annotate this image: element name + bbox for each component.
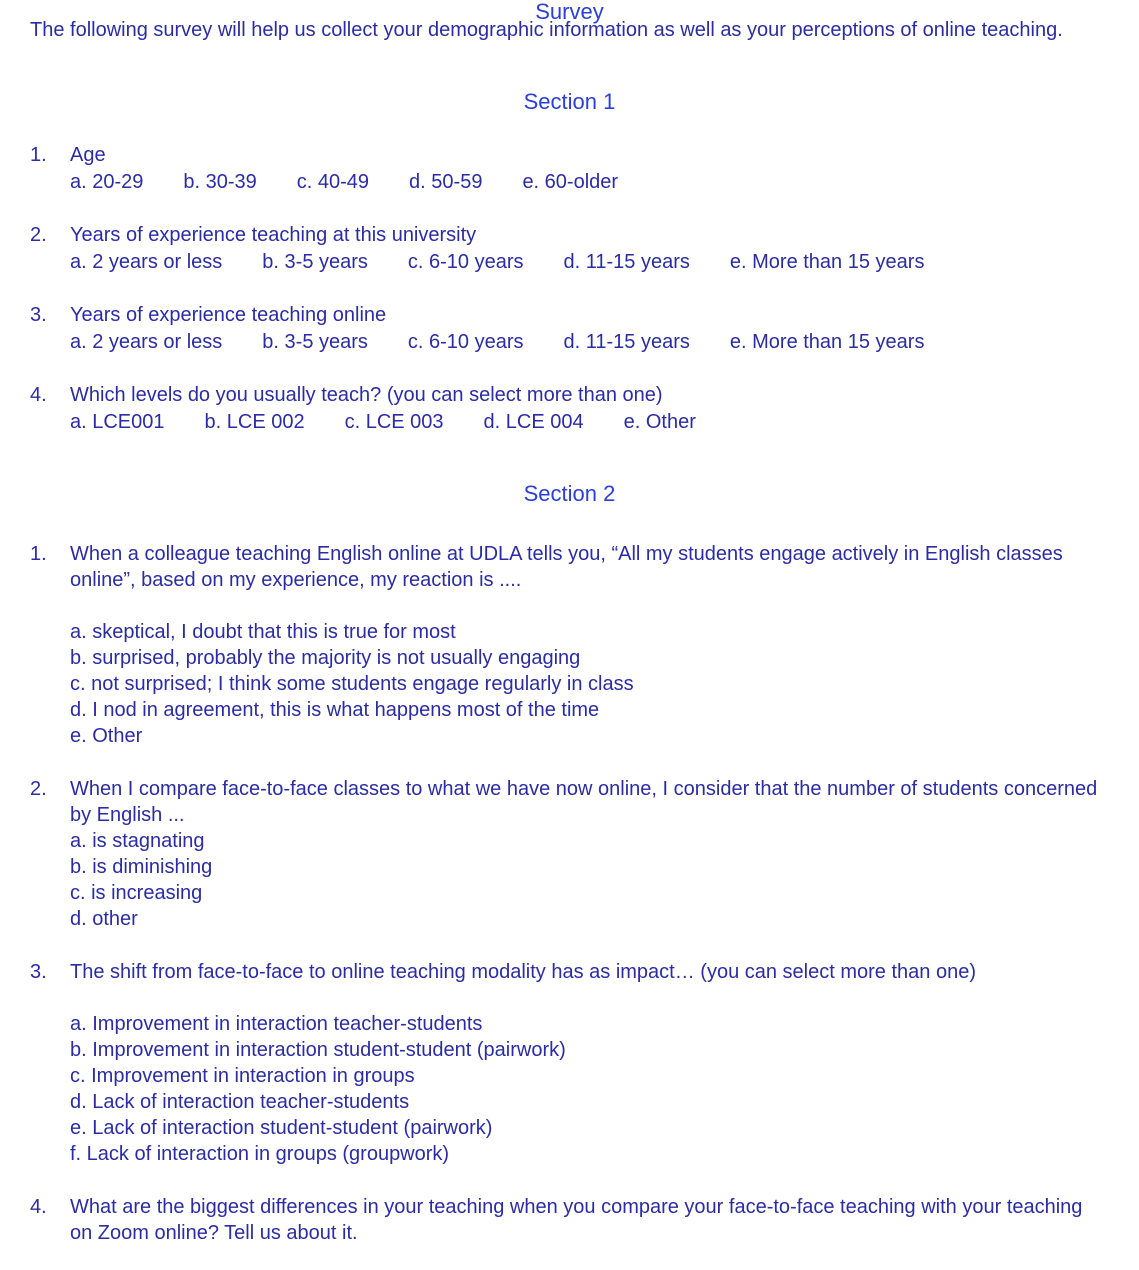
question-s2-2 <box>30 776 1109 932</box>
option: b. 30-39 <box>183 171 257 193</box>
options-list <box>70 619 1103 749</box>
option: d. 11-15 years <box>563 331 690 353</box>
question-text: When I compare face-to-face classes to what we have now online, I consider that the number of students concerned by English ... <box>70 778 1098 826</box>
section-1-title: Section 1 <box>523 89 616 114</box>
option: b. Improvement in interaction student-student (pairwork) <box>70 1039 566 1061</box>
question-number: 3. <box>30 961 47 983</box>
question-number: 4. <box>30 384 47 406</box>
question-number: 1. <box>30 543 47 565</box>
question-s2-1 <box>30 541 1109 749</box>
question-text: When a colleague teaching English online at UDLA tells you, “All my students engage actively in English classes online”, based on my experience, my reaction is .... <box>70 543 1063 591</box>
question-text: Which levels do you usually teach? (you can select more than one) <box>70 384 663 406</box>
question-text: Age <box>70 144 106 166</box>
question-s1-4 <box>30 382 1109 435</box>
option: e. Other <box>623 411 696 433</box>
option: f. Lack of interaction in groups (groupwork) <box>70 1143 450 1165</box>
option: b. is diminishing <box>70 856 213 878</box>
option: d. Lack of interaction teacher-students <box>70 1091 410 1113</box>
option: d. 50-59 <box>409 171 483 193</box>
option: b. 3-5 years <box>262 331 368 353</box>
options-inline <box>70 329 1103 355</box>
option: b. surprised, probably the majority is not usually engaging <box>70 647 581 669</box>
option: c. LCE 003 <box>344 411 444 433</box>
question-number: 3. <box>30 304 47 326</box>
question-text: Years of experience teaching at this university <box>70 224 477 246</box>
option: a. 2 years or less <box>70 331 223 353</box>
question-s1-2 <box>30 222 1109 275</box>
question-text: The shift from face-to-face to online teaching modality has as impact… (you can select more than one) <box>70 961 976 983</box>
question-number: 2. <box>30 224 47 246</box>
option: a. LCE001 <box>70 411 165 433</box>
option: c. 6-10 years <box>407 251 524 273</box>
question-number: 2. <box>30 778 47 800</box>
question-number: 4. <box>30 1196 47 1218</box>
option: c. is increasing <box>70 882 203 904</box>
option: c. Improvement in interaction in groups <box>70 1065 415 1087</box>
cutoff-title-text: Survey <box>535 0 604 24</box>
option: c. not surprised; I think some students engage regularly in class <box>70 673 634 695</box>
option: a. is stagnating <box>70 830 205 852</box>
options-inline <box>70 409 1103 435</box>
option: c. 40-49 <box>296 171 370 193</box>
option: a. Improvement in interaction teacher-students <box>70 1013 483 1035</box>
question-s1-3 <box>30 302 1109 355</box>
intro-text: The following survey will help us collect your demographic information as well as your perceptions of online teaching. <box>30 19 1063 41</box>
options-list <box>70 828 1103 932</box>
cutoff-title <box>30 0 1109 24</box>
option: d. other <box>70 908 138 930</box>
question-text: What are the biggest differences in your teaching when you compare your face-to-face teaching with your teaching on Zoom online? Tell us about it. <box>70 1196 1083 1244</box>
question-s2-4 <box>30 1194 1109 1246</box>
option: d. 11-15 years <box>563 251 690 273</box>
option: c. 6-10 years <box>407 331 524 353</box>
option: e. More than 15 years <box>729 331 925 353</box>
question-number: 1. <box>30 144 47 166</box>
question-text: Years of experience teaching online <box>70 304 387 326</box>
option: e. Other <box>70 725 143 747</box>
option: e. Lack of interaction student-student (pairwork) <box>70 1117 493 1139</box>
option: e. 60-older <box>522 171 619 193</box>
option: e. More than 15 years <box>729 251 925 273</box>
options-inline <box>70 249 1103 275</box>
question-s1-1 <box>30 142 1109 195</box>
section-2-title: Section 2 <box>523 481 616 506</box>
options-list <box>70 1011 1103 1167</box>
option: b. LCE 002 <box>204 411 305 433</box>
option: d. I nod in agreement, this is what happens most of the time <box>70 699 600 721</box>
option: a. 20-29 <box>70 171 144 193</box>
option: b. 3-5 years <box>262 251 368 273</box>
option: a. skeptical, I doubt that this is true for most <box>70 621 456 643</box>
option: d. LCE 004 <box>483 411 584 433</box>
option: a. 2 years or less <box>70 251 223 273</box>
options-inline <box>70 169 1103 195</box>
question-s2-3 <box>30 959 1109 1167</box>
